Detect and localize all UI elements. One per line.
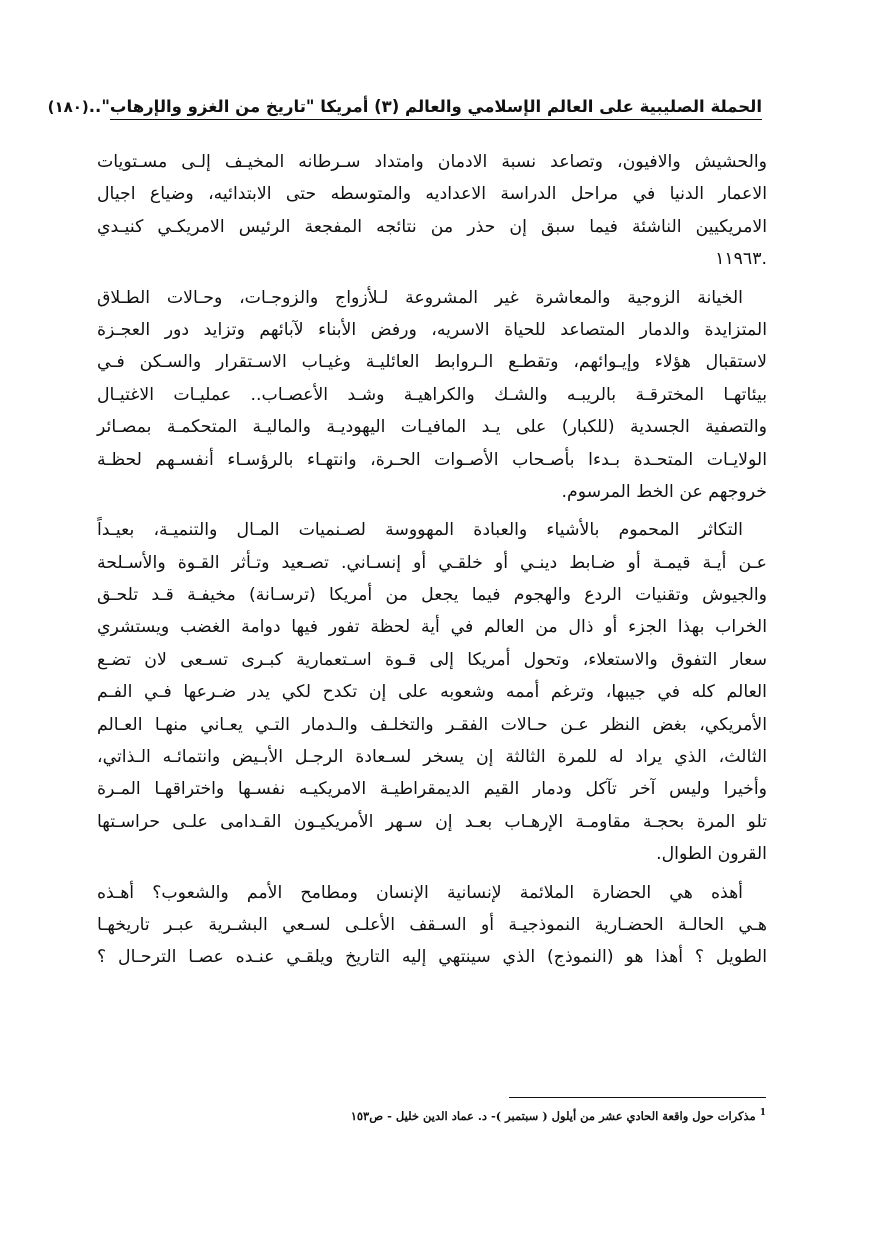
running-title: الحملة الصليبية على العالم الإسلامي والعالم (٣) أمريكا "تاريخ من الغزو والإرهاب".. xyxy=(88,97,762,116)
paragraph-4 xyxy=(97,877,767,974)
paragraph-1 xyxy=(97,146,767,276)
footnote-text: مذكرات حول واقعة الحادي عشر من أيلول ( سبتمبر )- د. عماد الدين خليل - ص١٥٣ xyxy=(350,1108,756,1123)
text-line: عـن أيـة قيمـة أو ضـابط دينـي أو خلقـي أو إنسـاني. تصـعيد وتـأثر القـوة والأسـلحة xyxy=(97,552,767,573)
footnote xyxy=(351,1108,766,1123)
text-line: الولايـات المتحـدة بـدءا بأصـحاب الأصـوات الحـرة، وانتهـاء بالرؤسـاء أنفسـهم لحظـة xyxy=(97,449,767,470)
text-line: لاستقبال هؤلاء وإيـوائهم، وتقطـع الـروابط العائليـة وغيـاب الاسـتقرار والسـكن فـي xyxy=(97,352,767,373)
text-line: تلو المرة بحجـة مقاومـة الإرهـاب بعـد إن سـهر الأمريكيـون القـدامى علـى حراسـتها xyxy=(97,811,767,832)
footnote-separator xyxy=(509,1097,766,1098)
page-header xyxy=(47,86,762,120)
body-text xyxy=(97,146,767,980)
text-line: والجيوش وتقنيات الردع والهجوم فيما يجعل من أمريكا (ترسـانة) مخيفـة قـد تلحـق xyxy=(97,585,767,606)
text-line: بيئاتهـا المخترقـة بالريبـه والشـك والكراهيـة وشـد الأعصـاب.. عمليـات الاغتيـال xyxy=(97,384,767,405)
text-line: الأمريكي، بغض النظر عـن حـالات الفقـر والتخلـف والـدمار التـي يعـاني منهـا العـالم xyxy=(97,714,767,735)
text-line: وأخيرا وليس آخر تآكل ودمار القيم الديمقراطيـة الامريكيـه نفسـها واختراقهـا المـرة xyxy=(97,779,767,800)
text-line: خروجهم عن الخط المرسوم. xyxy=(561,481,767,502)
text-line: القرون الطوال. xyxy=(656,844,767,865)
text-line: الطويل ؟ أهذا هو (النموذج) الذي سينتهي إليه التاريخ ويلقـي عنـده عصـا الترحـال ؟ xyxy=(97,947,767,968)
text-line: سعار التفوق والاستعلاء، وتحول أمريكا إلى قـوة اسـتعمارية كبـرى تسـعى لان تضـع xyxy=(97,649,767,670)
text-line: الثالث، الذي يراد له للمرة الثالثة إن يسخر لسـعادة الرجـل الأبـيض وانتمائـه الـذاتي، xyxy=(97,747,767,768)
paragraph-2 xyxy=(97,282,767,509)
text-line: .١١٩٦٣ xyxy=(715,249,767,270)
text-line: العالم كله في جيبها، وترغم أممه وشعوبه على إن تكدح لكي يدر ضـرعها فـي الفـم xyxy=(97,682,767,703)
text-line: الخراب بهذا الجزء أو ذال من العالم في أية لحظة تفور فيها دوامة الغضب ويستشري xyxy=(97,617,767,638)
paragraph-3 xyxy=(97,514,767,870)
text-line: المتزايدة والدمار المتصاعد للحياة الاسريه، ورفض الأبناء لآبائهم وتزايد دور العجـزة xyxy=(97,319,767,340)
text-line: الخيانة الزوجية والمعاشرة غير المشروعة لـلأزواج والزوجـات، وحـالات الطـلاق xyxy=(97,287,743,308)
text-line: الامريكيين الناشئة فيما سبق إن حذر من نتائجه المفجعة الرئيس الامريكـي كنيـدي xyxy=(97,216,767,237)
page-number: (١٨٠) xyxy=(47,98,89,116)
text-line: والتصفية الجسدية (للكبار) على يـد المافيـات اليهوديـة والماليـة المتحكمـة بمصـائر xyxy=(97,417,767,438)
text-line: أهذه هي الحضارة الملائمة لإنسانية الإنسان ومطامح الأمم والشعوب؟ أهـذه xyxy=(97,882,743,903)
text-line: التكاثر المحموم بالأشياء والعبادة المهووسة لصـنميات المـال والتنميـة، بعيـداً xyxy=(97,520,743,541)
footnote-marker: 1 xyxy=(759,1108,766,1118)
text-line: والحشيش والافيون، وتصاعد نسبة الادمان وامتداد سـرطانه المخيـف إلـى مسـتويات xyxy=(97,152,767,172)
text-line: هـي الحالـة الحضـارية النموذجيـة أو السـقف الأعلـى لسـعي البشـرية عبـر تاريخهـا xyxy=(97,914,767,935)
text-line: الاعمار الدنيا في مراحل الدراسة الاعداديه والمتوسطه حتى الابتدائيه، وضياع اجيال xyxy=(97,184,767,205)
